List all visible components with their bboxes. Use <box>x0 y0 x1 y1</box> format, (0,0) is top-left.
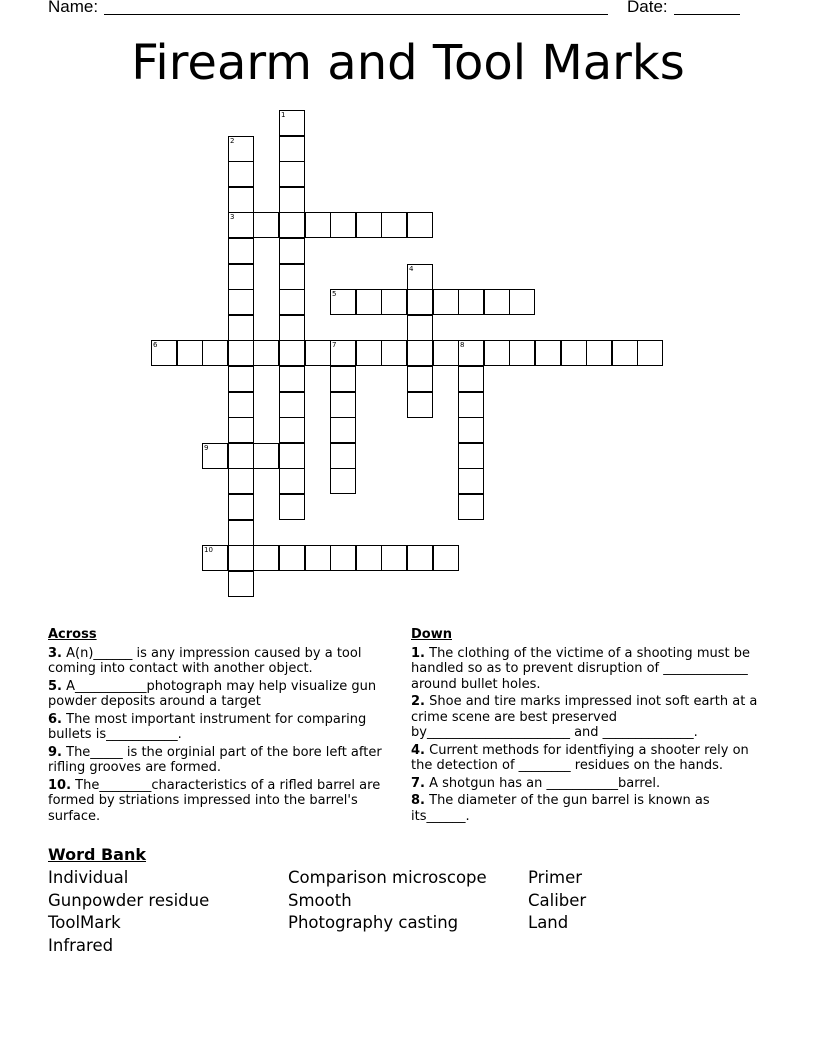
crossword-cell[interactable] <box>407 212 433 238</box>
clue-text: A___________photograph may help visualize gun powder deposits around a target <box>48 678 377 709</box>
crossword-cell[interactable] <box>228 238 254 264</box>
crossword-cell[interactable] <box>279 545 305 571</box>
name-label: Name: <box>48 0 99 16</box>
clue-text: The________characteristics of a rifled barrel are formed by striations impressed into the barrel's surface. <box>48 777 381 824</box>
clue-across-5 <box>48 679 400 710</box>
crossword-cell[interactable] <box>228 417 254 443</box>
crossword-cell[interactable] <box>279 264 305 290</box>
crossword-cell[interactable] <box>279 494 305 520</box>
crossword-cell[interactable] <box>228 443 254 469</box>
crossword-cell[interactable] <box>433 289 459 315</box>
crossword-cell[interactable] <box>407 289 433 315</box>
crossword-cell[interactable] <box>228 187 254 213</box>
crossword-cell[interactable] <box>330 366 356 392</box>
clue-text: The clothing of the victime of a shooting must be handled so as to prevent disruption of _____________ around bullet holes. <box>411 645 750 692</box>
clue-number: 2. <box>411 694 425 709</box>
word-bank-item: Infrared <box>48 936 114 956</box>
crossword-cell[interactable] <box>330 289 356 315</box>
word-bank-item: Individual <box>48 868 129 887</box>
clue-number: 4. <box>411 742 425 758</box>
crossword-cell[interactable] <box>279 212 305 238</box>
cell-number: 9 <box>204 444 209 452</box>
crossword-cell[interactable] <box>356 545 382 571</box>
crossword-cell[interactable] <box>458 417 484 443</box>
crossword-cell[interactable] <box>228 392 254 418</box>
clue-across-3 <box>48 646 400 677</box>
crossword-cell[interactable] <box>279 161 305 187</box>
crossword-cell[interactable] <box>381 212 407 238</box>
down-clues <box>411 627 771 826</box>
clue-number: 10. <box>48 777 72 793</box>
clue-down-4 <box>411 743 771 774</box>
crossword-cell[interactable] <box>330 443 356 469</box>
word-bank-item: Land <box>528 913 569 933</box>
crossword-cell[interactable] <box>228 264 254 290</box>
word-bank-column <box>48 867 209 958</box>
down-heading: Down <box>411 627 452 642</box>
crossword-cell[interactable] <box>637 340 663 366</box>
page-title: Firearm and Tool Marks <box>131 35 685 91</box>
cell-number: 8 <box>460 341 465 349</box>
crossword-cell[interactable] <box>202 443 228 469</box>
cell-number: 10 <box>204 546 213 554</box>
crossword-cell[interactable] <box>433 340 459 366</box>
crossword-cell[interactable] <box>458 392 484 418</box>
word-bank-heading: Word Bank <box>48 845 147 864</box>
crossword-cell[interactable] <box>407 545 433 571</box>
crossword-cell[interactable] <box>279 468 305 494</box>
crossword-cell[interactable] <box>458 468 484 494</box>
crossword-cell[interactable] <box>177 340 203 366</box>
crossword-cell[interactable] <box>151 340 177 366</box>
crossword-cell[interactable] <box>509 289 535 315</box>
clue-number: 6. <box>48 711 62 727</box>
date-label: Date: <box>627 0 668 16</box>
crossword-cell[interactable] <box>356 289 382 315</box>
crossword-cell[interactable] <box>228 571 254 597</box>
crossword-cell[interactable] <box>407 264 433 290</box>
crossword-cell[interactable] <box>228 289 254 315</box>
crossword-cell[interactable] <box>228 545 254 571</box>
crossword-cell[interactable] <box>202 340 228 366</box>
crossword-cell[interactable] <box>458 340 484 366</box>
cell-number: 5 <box>332 290 337 298</box>
crossword-cell[interactable] <box>330 340 356 366</box>
crossword-cell[interactable] <box>279 187 305 213</box>
clue-down-8 <box>411 793 771 824</box>
crossword-cell[interactable] <box>330 468 356 494</box>
crossword-cell[interactable] <box>586 340 612 366</box>
clue-down-2 <box>411 694 771 741</box>
crossword-cell[interactable] <box>228 494 254 520</box>
clue-number: 8. <box>411 793 425 808</box>
clue-text: Current methods for identfiying a shooter rely on the detection of ________ residues on the hands. <box>411 742 749 773</box>
crossword-cell[interactable] <box>279 366 305 392</box>
cell-number: 4 <box>409 265 414 273</box>
crossword-cell[interactable] <box>279 340 305 366</box>
clue-number: 1. <box>411 645 425 661</box>
word-bank-item: ToolMark <box>48 913 121 933</box>
crossword-cell[interactable] <box>407 366 433 392</box>
cell-number: 2 <box>230 137 235 145</box>
cell-number: 3 <box>230 213 235 221</box>
clue-text: A(n)______ is any impression caused by a tool coming into contact with another object. <box>48 645 362 676</box>
crossword-cell[interactable] <box>228 366 254 392</box>
crossword-cell[interactable] <box>330 212 356 238</box>
clue-across-10 <box>48 778 400 825</box>
crossword-cell[interactable] <box>381 289 407 315</box>
across-heading: Across <box>48 627 97 642</box>
word-bank-columns <box>48 867 768 967</box>
word-bank-item: Gunpowder residue <box>48 890 210 910</box>
crossword-cell[interactable] <box>509 340 535 366</box>
cell-number: 1 <box>281 111 286 119</box>
crossword-cell[interactable] <box>535 340 561 366</box>
clue-across-9 <box>48 745 400 776</box>
clue-down-1 <box>411 646 771 693</box>
crossword-cell[interactable] <box>279 315 305 341</box>
word-bank-column <box>288 867 487 935</box>
word-bank-item: Photography casting <box>288 913 459 933</box>
crossword-cell[interactable] <box>305 212 331 238</box>
crossword-cell[interactable] <box>330 392 356 418</box>
crossword-cell[interactable] <box>279 392 305 418</box>
crossword-cell[interactable] <box>305 340 331 366</box>
crossword-cell[interactable] <box>253 212 279 238</box>
crossword-cell[interactable] <box>279 417 305 443</box>
crossword-cell[interactable] <box>458 494 484 520</box>
crossword-cell[interactable] <box>279 110 305 136</box>
clue-text: The diameter of the gun barrel is known as its______. <box>411 793 710 824</box>
crossword-cell[interactable] <box>433 545 459 571</box>
crossword-cell[interactable] <box>228 212 254 238</box>
clue-text: The_____ is the orginial part of the bore left after rifling grooves are formed. <box>48 744 382 775</box>
clue-text: The most important instrument for comparing bullets is___________. <box>48 711 367 742</box>
crossword-cell[interactable] <box>228 161 254 187</box>
crossword-cell[interactable] <box>458 366 484 392</box>
clue-number: 3. <box>48 645 62 661</box>
crossword-cell[interactable] <box>279 136 305 162</box>
crossword-cell[interactable] <box>228 340 254 366</box>
crossword-cell[interactable] <box>561 340 587 366</box>
word-bank-item: Primer <box>528 868 583 887</box>
clue-text: Shoe and tire marks impressed inot soft earth at a crime scene are best preserved by______________________ and ______________. <box>411 694 758 740</box>
crossword-cell[interactable] <box>612 340 638 366</box>
word-bank-item: Comparison microscope <box>288 868 487 887</box>
across-clues <box>48 627 400 826</box>
crossword-cell[interactable] <box>484 289 510 315</box>
clue-number: 5. <box>48 678 62 694</box>
crossword-cell[interactable] <box>330 545 356 571</box>
clue-down-7 <box>411 776 771 792</box>
crossword-cell[interactable] <box>253 443 279 469</box>
clue-across-6 <box>48 712 400 743</box>
crossword-cell[interactable] <box>381 340 407 366</box>
crossword-cell[interactable] <box>228 136 254 162</box>
crossword-cell[interactable] <box>253 340 279 366</box>
crossword-cell[interactable] <box>305 545 331 571</box>
crossword-cell[interactable] <box>381 545 407 571</box>
clue-text: A shotgun has an ___________barrel. <box>429 775 661 791</box>
clue-number: 9. <box>48 744 62 760</box>
crossword-cell[interactable] <box>458 443 484 469</box>
crossword-cell[interactable] <box>228 468 254 494</box>
word-bank-item: Caliber <box>528 890 587 910</box>
crossword-cell[interactable] <box>279 443 305 469</box>
crossword-cell[interactable] <box>330 417 356 443</box>
crossword-cell[interactable] <box>279 289 305 315</box>
crossword-cell[interactable] <box>228 520 254 546</box>
crossword-cell[interactable] <box>407 315 433 341</box>
word-bank-item: Smooth <box>288 890 352 910</box>
crossword-cell[interactable] <box>484 340 510 366</box>
word-bank <box>48 845 768 967</box>
crossword-cell[interactable] <box>407 392 433 418</box>
crossword-cell[interactable] <box>253 545 279 571</box>
crossword-cell[interactable] <box>279 238 305 264</box>
crossword-cell[interactable] <box>228 315 254 341</box>
crossword-cell[interactable] <box>356 212 382 238</box>
crossword-cell[interactable] <box>202 545 228 571</box>
crossword-cell[interactable] <box>356 340 382 366</box>
cell-number: 6 <box>153 341 158 349</box>
cell-number: 7 <box>332 341 337 349</box>
crossword-cell[interactable] <box>458 289 484 315</box>
clue-number: 7. <box>411 775 425 791</box>
word-bank-column <box>528 867 586 935</box>
crossword-cell[interactable] <box>407 340 433 366</box>
